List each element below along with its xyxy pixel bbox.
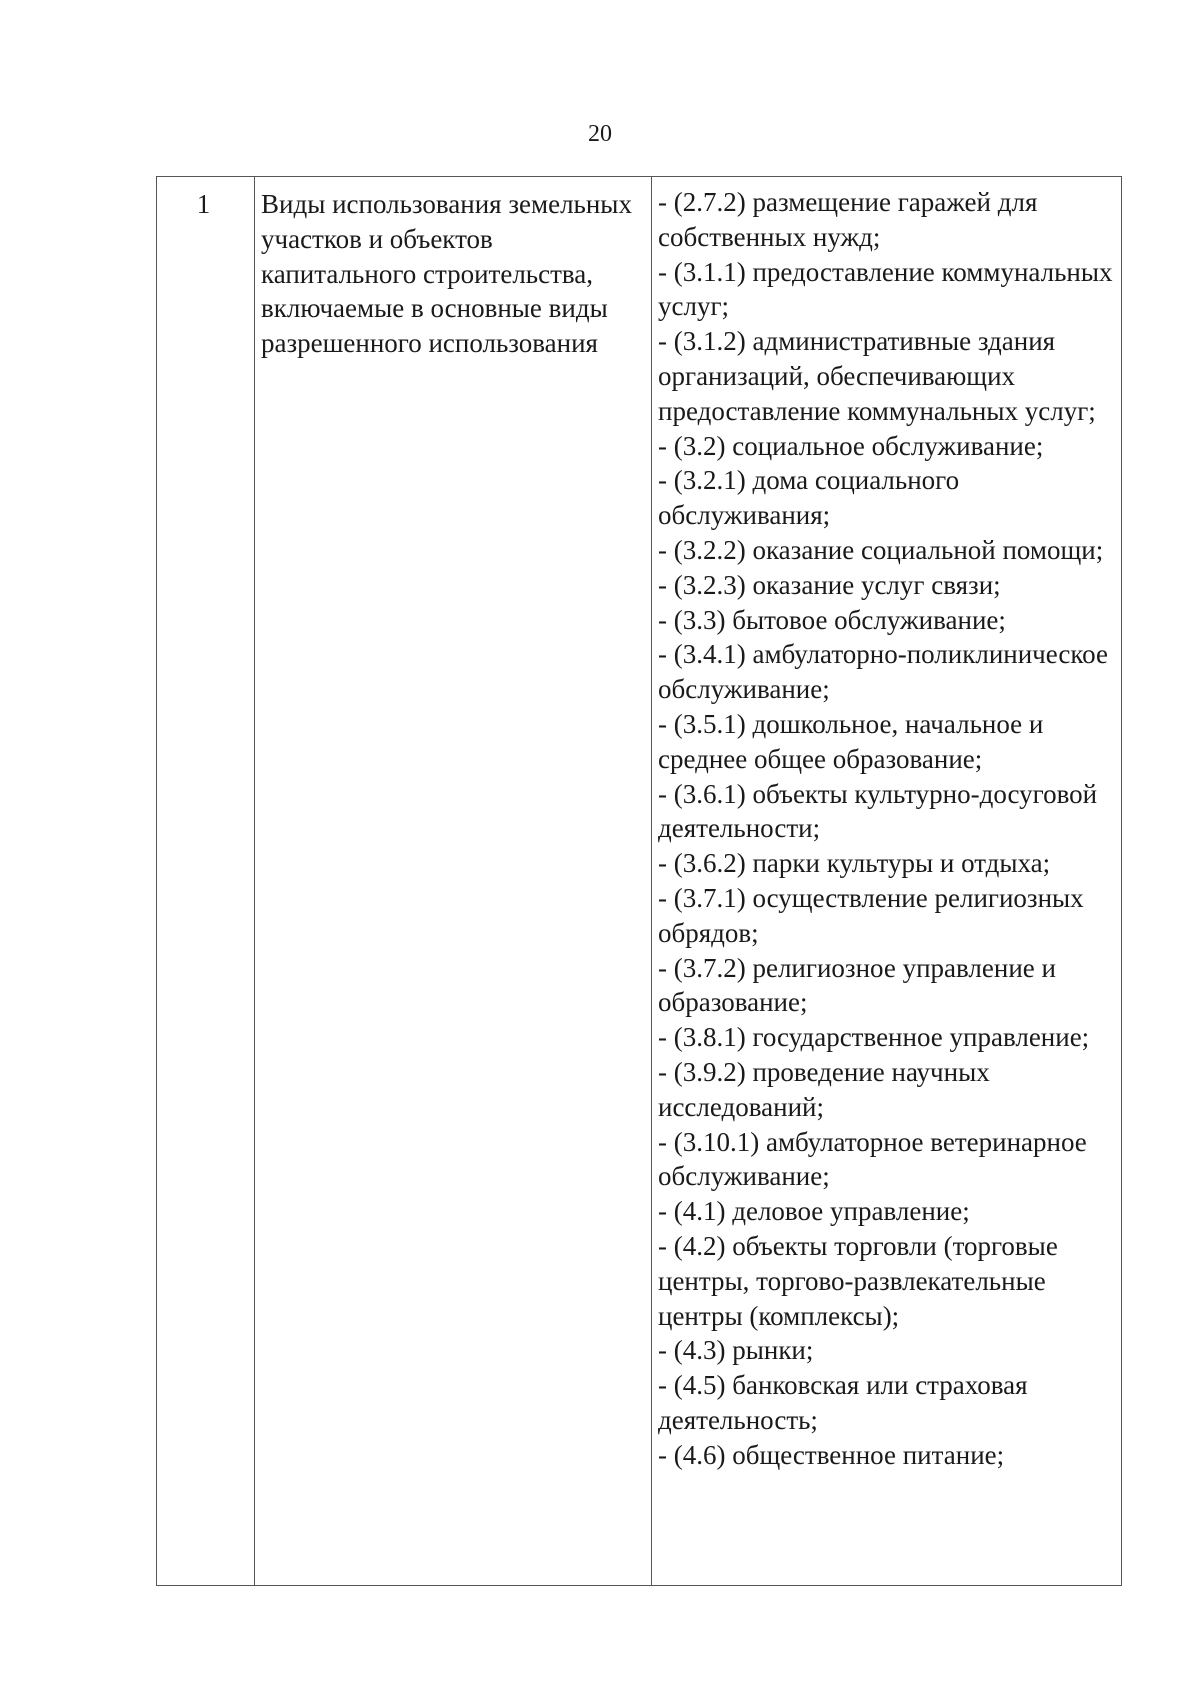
row-description-cell [255, 177, 652, 1586]
list-item: - (4.1) деловое управление; [658, 1196, 970, 1227]
list-item: - (3.6.1) объекты культурно-досуговой деятельности; [658, 778, 1098, 844]
list-item: - (3.2.2) оказание социальной помощи; [658, 534, 1104, 565]
list-item: - (3.8.1) государственное управление; [658, 1022, 1090, 1053]
list-item: - (3.1.2) административные здания организаций, обеспечивающих предоставление коммунальных услуг; [658, 326, 1096, 426]
list-item: - (3.2.3) оказание услуг связи; [658, 569, 1001, 600]
list-item: - (3.7.2) религиозное управление и образование; [658, 952, 1056, 1018]
page-number: 20 [588, 121, 612, 147]
list-item: - (4.3) рынки; [658, 1335, 814, 1366]
list-item: - (3.2) социальное обслуживание; [658, 430, 1044, 461]
list-item: - (4.6) общественное питание; [658, 1439, 1005, 1470]
list-item: - (3.6.2) парки культуры и отдыха; [658, 848, 1051, 879]
list-item: - (2.7.2) размещение гаражей для собственных нужд; [658, 187, 1038, 252]
list-item: - (4.2) объекты торговли (торговые центры, торгово-развлекательные центры (комплексы); [658, 1230, 1058, 1331]
row-description: Виды использования земельных участков и объектов капитального строительства, включаемые в основные виды разрешенного использования [261, 189, 632, 359]
row-items-cell [652, 177, 1122, 1586]
table-row [157, 177, 1122, 1586]
land-use-list [652, 177, 1121, 1472]
list-item: - (3.3) бытовое обслуживание; [658, 604, 1006, 635]
list-item: - (3.9.2) проведение научных исследований; [658, 1056, 990, 1122]
list-item: - (3.2.1) дома социального обслуживания; [658, 465, 960, 531]
list-item: - (3.1.1) предоставление коммунальных услуг; [658, 256, 1113, 322]
list-item: - (3.4.1) амбулаторно-поликлиническое обслуживание; [658, 639, 1108, 705]
row-number-cell [157, 177, 255, 1586]
list-item: - (4.5) банковская или страховая деятельность; [658, 1370, 1028, 1435]
row-number: 1 [196, 189, 211, 219]
land-use-table [156, 176, 1122, 1586]
list-item: - (3.7.1) осуществление религиозных обрядов; [658, 882, 1084, 948]
list-item: - (3.10.1) амбулаторное ветеринарное обслуживание; [658, 1126, 1087, 1192]
list-item: - (3.5.1) дошкольное, начальное и среднее общее образование; [658, 708, 1044, 774]
